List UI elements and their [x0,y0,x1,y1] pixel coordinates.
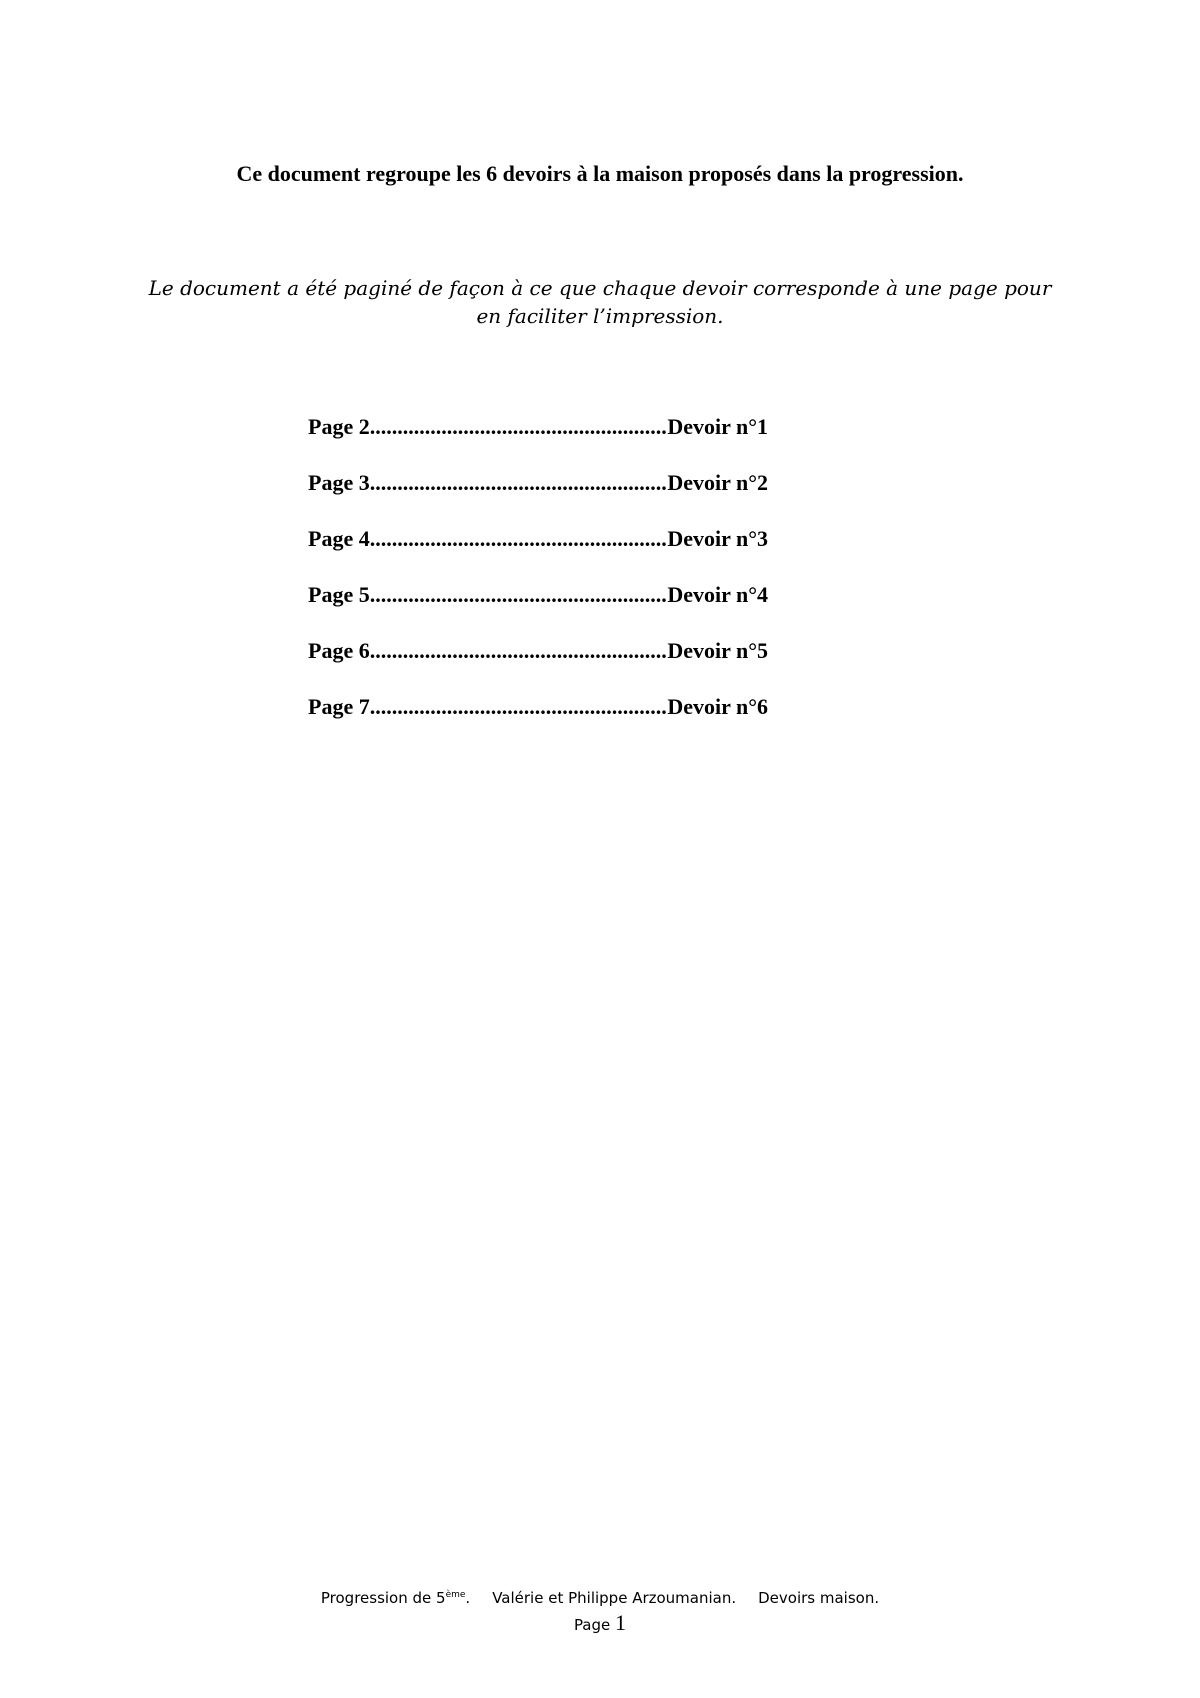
toc-row [308,637,768,665]
footer-progression-text: Progression de 5 [320,1589,446,1607]
footer-progression-sup: ème [445,1590,466,1600]
document-title: Ce document regroupe les 6 devoirs à la maison proposés dans la progression. [236,161,964,186]
footer-section: Devoirs maison. [758,1589,880,1607]
toc-page-ref: Page 3 [308,470,370,495]
toc-leader-dots [370,693,668,721]
toc-entry-label: Devoir n°6 [667,694,768,719]
toc-leader-dots [370,469,668,497]
page-number-value: 1 [615,1610,627,1635]
page-number [0,1612,1200,1636]
toc-row [308,581,768,609]
toc-page-ref: Page 4 [308,526,370,551]
toc-entry-label: Devoir n°4 [667,582,768,607]
table-of-contents [308,413,768,749]
toc-entry-label: Devoir n°5 [667,638,768,663]
page-number-label: Page [573,1616,611,1634]
toc-row [308,413,768,441]
toc-row [308,693,768,721]
toc-page-ref: Page 2 [308,414,370,439]
toc-page-ref: Page 5 [308,582,370,607]
toc-leader-dots [370,413,668,441]
toc-leader-dots [370,525,668,553]
intro-paragraph: Le document a été paginé de façon à ce que chaque devoir corresponde à une page pour en faciliter l’impression. [148,276,1052,328]
toc-page-ref: Page 6 [308,638,370,663]
toc-entry-label: Devoir n°3 [667,526,768,551]
toc-entry-label: Devoir n°1 [667,414,768,439]
toc-row [308,525,768,553]
footer-authors: Valérie et Philippe Arzoumanian. [492,1589,737,1607]
footer-progression-suffix: . [465,1589,471,1607]
toc-row [308,469,768,497]
toc-leader-dots [370,637,668,665]
page-footer [0,1585,1200,1608]
footer-progression [321,1589,470,1607]
toc-leader-dots [370,581,668,609]
toc-page-ref: Page 7 [308,694,370,719]
toc-entry-label: Devoir n°2 [667,470,768,495]
